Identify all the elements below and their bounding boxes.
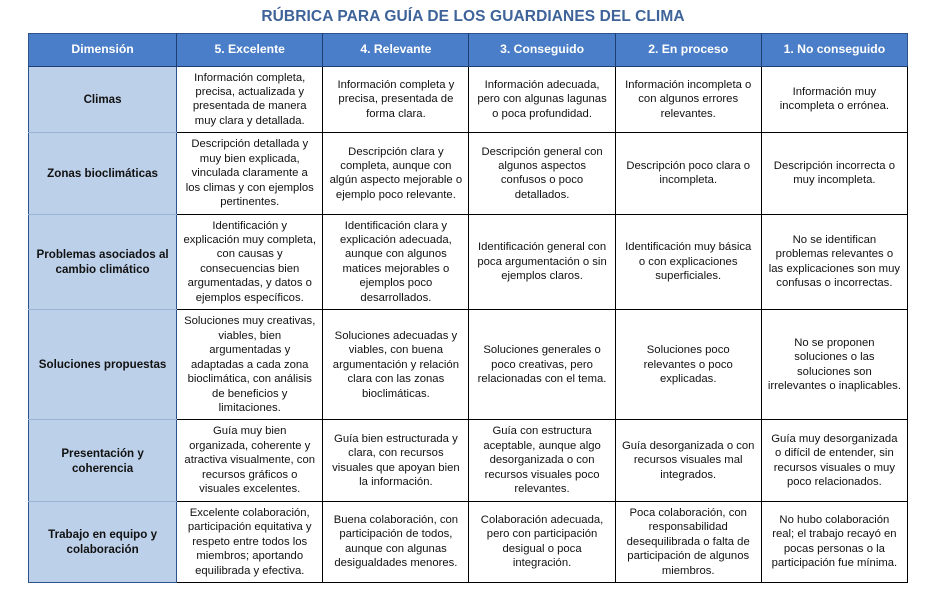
column-header-level-1: 1. No conseguido: [761, 33, 907, 66]
table-row: [29, 66, 908, 133]
criterion-cell: Identificación general con poca argumentación o sin ejemplos claros.: [469, 214, 615, 310]
criterion-cell: Descripción poco clara o incompleta.: [615, 133, 761, 214]
criterion-cell: Guía bien estructurada y clara, con recursos visuales que apoyan bien la información.: [323, 420, 469, 501]
criterion-cell: Identificación y explicación muy completa, con causas y consecuencias bien argumentadas, y datos o ejemplos específicos.: [177, 214, 323, 310]
criterion-cell: Excelente colaboración, participación equitativa y respeto entre todos los miembros; aportando equilibrada y efectiva.: [177, 501, 323, 582]
criterion-cell: Colaboración adecuada, pero con participación desigual o poca integración.: [469, 501, 615, 582]
table-header: [29, 33, 908, 66]
criterion-cell: No hubo colaboración real; el trabajo recayó en pocas personas o la participación fue mínima.: [761, 501, 907, 582]
row-dimension-label: Climas: [29, 66, 177, 133]
criterion-cell: Soluciones generales o poco creativas, pero relacionadas con el tema.: [469, 310, 615, 420]
column-header-level-5: 5. Excelente: [177, 33, 323, 66]
criterion-cell: Descripción incorrecta o muy incompleta.: [761, 133, 907, 214]
column-header-level-4: 4. Relevante: [323, 33, 469, 66]
header-row: [29, 33, 908, 66]
row-dimension-label: Soluciones propuestas: [29, 310, 177, 420]
column-header-level-2: 2. En proceso: [615, 33, 761, 66]
criterion-cell: Soluciones muy creativas, viables, bien argumentadas y adaptadas a cada zona bioclimática, con análisis de beneficios y limitaciones.: [177, 310, 323, 420]
criterion-cell: No se proponen soluciones o las soluciones son irrelevantes o inaplicables.: [761, 310, 907, 420]
table-row: [29, 214, 908, 310]
criterion-cell: Buena colaboración, con participación de todos, aunque con algunas desigualdades menores.: [323, 501, 469, 582]
criterion-cell: Guía con estructura aceptable, aunque algo desorganizada o con recursos visuales poco relevantes.: [469, 420, 615, 501]
criterion-cell: Información completa, precisa, actualizada y presentada de manera muy clara y detallada.: [177, 66, 323, 133]
row-dimension-label: Trabajo en equipo y colaboración: [29, 501, 177, 582]
table-body: [29, 66, 908, 583]
criterion-cell: No se identifican problemas relevantes o las explicaciones son muy confusas o incorrectas.: [761, 214, 907, 310]
table-row: [29, 310, 908, 420]
criterion-cell: Guía muy bien organizada, coherente y atractiva visualmente, con recursos gráficos o visuales excelentes.: [177, 420, 323, 501]
criterion-cell: Guía muy desorganizada o difícil de entender, sin recursos visuales o muy poco relacionados.: [761, 420, 907, 501]
column-header-level-3: 3. Conseguido: [469, 33, 615, 66]
criterion-cell: Descripción clara y completa, aunque con algún aspecto mejorable o ejemplo poco relevante.: [323, 133, 469, 214]
table-row: [29, 420, 908, 501]
criterion-cell: Descripción general con algunos aspectos confusos o poco detallados.: [469, 133, 615, 214]
criterion-cell: Información completa y precisa, presentada de forma clara.: [323, 66, 469, 133]
criterion-cell: Descripción detallada y muy bien explicada, vinculada claramente a los climas y con ejemplos pertinentes.: [177, 133, 323, 214]
row-dimension-label: Problemas asociados al cambio climático: [29, 214, 177, 310]
criterion-cell: Identificación clara y explicación adecuada, aunque con algunos matices mejorables o ejemplos poco desarrollados.: [323, 214, 469, 310]
page-title: RÚBRICA PARA GUÍA DE LOS GUARDIANES DEL CLIMA: [261, 8, 685, 25]
table-row: [29, 133, 908, 214]
criterion-cell: Información adecuada, pero con algunas lagunas o poca profundidad.: [469, 66, 615, 133]
criterion-cell: Información incompleta o con algunos errores relevantes.: [615, 66, 761, 133]
criterion-cell: Soluciones adecuadas y viables, con buena argumentación y relación clara con las zonas bioclimáticas.: [323, 310, 469, 420]
table-row: [29, 501, 908, 582]
row-dimension-label: Presentación y coherencia: [29, 420, 177, 501]
criterion-cell: Guía desorganizada o con recursos visuales mal integrados.: [615, 420, 761, 501]
criterion-cell: Poca colaboración, con responsabilidad desequilibrada o falta de participación de algunos miembros.: [615, 501, 761, 582]
row-dimension-label: Zonas bioclimáticas: [29, 133, 177, 214]
criterion-cell: Información muy incompleta o errónea.: [761, 66, 907, 133]
criterion-cell: Soluciones poco relevantes o poco explicadas.: [615, 310, 761, 420]
criterion-cell: Identificación muy básica o con explicaciones superficiales.: [615, 214, 761, 310]
rubric-table: [28, 33, 908, 584]
column-header-dimension: Dimensión: [29, 33, 177, 66]
